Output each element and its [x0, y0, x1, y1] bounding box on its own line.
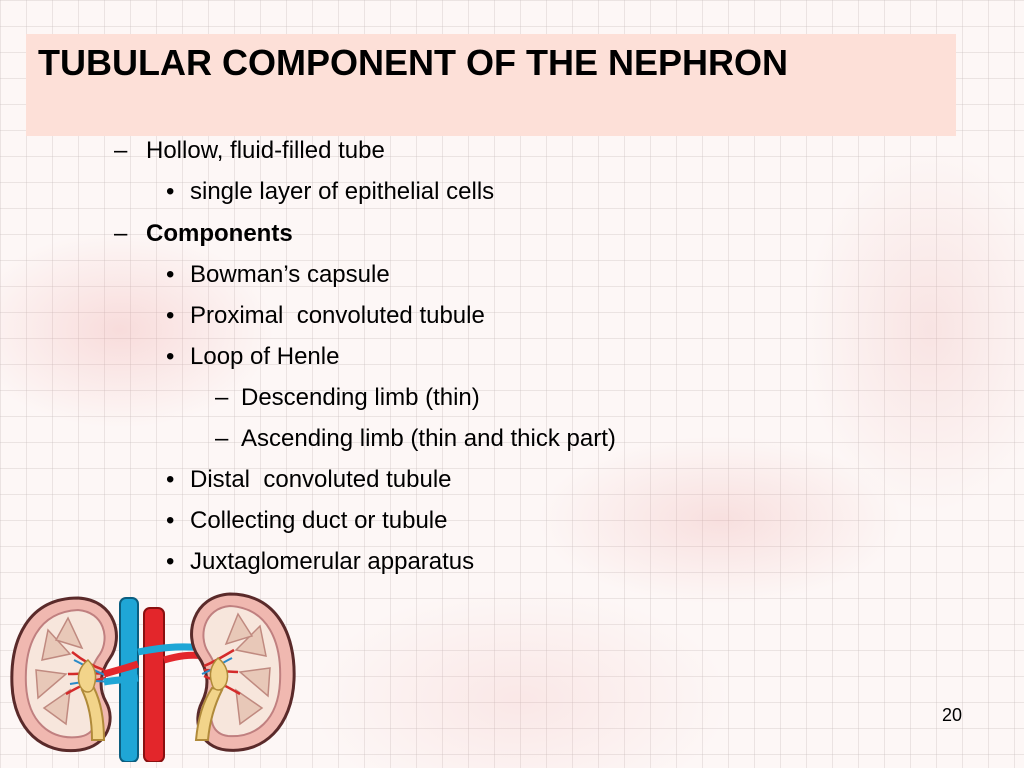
bullet-item: [166, 463, 452, 497]
bullet-marker: •: [166, 507, 175, 534]
bullet-marker: –: [114, 137, 128, 164]
bullet-item: [166, 175, 494, 209]
bullet-marker: –: [114, 220, 128, 247]
bullet-text: Juxtaglomerular apparatus: [190, 548, 475, 575]
bullet-text: single layer of epithelial cells: [190, 178, 495, 205]
bullet-text: Distal convoluted tubule: [190, 466, 452, 493]
bullet-marker: •: [166, 548, 175, 575]
bullet-marker: –: [215, 384, 229, 411]
title-banner: [26, 34, 956, 136]
bullet-marker: •: [166, 302, 175, 329]
bullet-item: [215, 381, 480, 415]
vessels: [104, 598, 206, 762]
bullet-marker: •: [166, 466, 175, 493]
bullet-text: Hollow, fluid-filled tube: [146, 137, 385, 164]
bullet-text: Components: [146, 220, 293, 247]
bullet-text: Descending limb (thin): [241, 384, 480, 411]
bullet-text: Bowman’s capsule: [190, 261, 390, 288]
kidneys-icon: [8, 590, 298, 767]
page-number: 20: [941, 705, 962, 725]
slide-title: TUBULAR COMPONENT OF THE NEPHRON: [38, 42, 788, 83]
bullet-marker: •: [166, 261, 175, 288]
bullet-item: [166, 258, 390, 292]
bullet-item: [114, 217, 293, 251]
bullet-item: [114, 134, 385, 168]
bullet-marker: –: [215, 425, 229, 452]
bullet-marker: •: [166, 178, 175, 205]
bullet-item: [166, 504, 447, 538]
bullet-item: [166, 340, 339, 374]
bullet-item: [215, 422, 616, 456]
bullet-item: [166, 545, 474, 579]
right-kidney: [192, 594, 295, 750]
left-kidney: [12, 598, 117, 751]
bullet-text: Collecting duct or tubule: [190, 507, 448, 534]
bullet-text: Proximal convoluted tubule: [190, 302, 485, 329]
bullet-text: Ascending limb (thin and thick part): [241, 425, 616, 452]
bullet-text: Loop of Henle: [190, 343, 340, 370]
bullet-marker: •: [166, 343, 175, 370]
bullet-item: [166, 299, 485, 333]
